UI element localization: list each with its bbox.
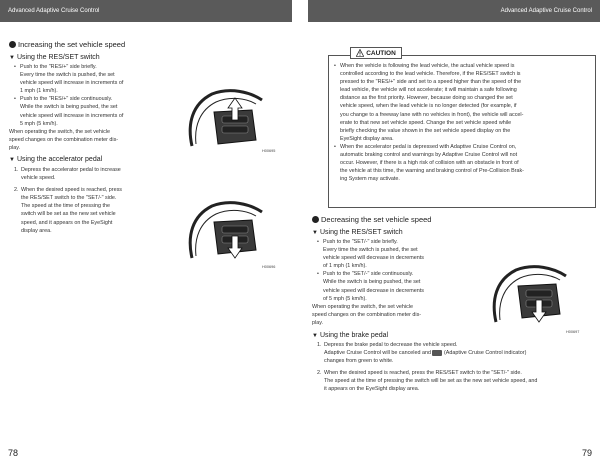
inc-res-set-after: When operating the switch, the set vehicle speed changes on the combination meter dis- play. [9,129,119,152]
decreasing-heading: Decreasing the set vehicle speed [312,215,431,224]
dec-res-set-body: • Push to the "SET/-" side briefly. Every time the switch is pushed, the set vehicle speed will decrease in decrements of 1 mph (1 km/h). • Push to the "SET/-" side continuously. While the switch is being pushed, the set vehicle speed will decrease in decrements of 5 mph (5 km/h). [317,238,475,303]
dec-res-set-after: When operating the switch, the set vehicle speed changes on the combination meter dis- play. [312,304,422,327]
right-header: Advanced Adaptive Cruise Control [308,0,600,22]
dec-brake-heading: ▼ Using the brake pedal [312,332,389,339]
warning-triangle-icon [356,49,364,57]
triangle-down-icon: ▼ [9,156,15,163]
inc-res-set-body: • Push to the "RES/+" side briefly. Every time the switch is pushed, the set vehicle speed will increase in increments of 1 mph (1 km/h). • Push to the "RES/+" side continuously. While the switch is being pushed, the set vehicle speed will increase in increments of 5 mph (5 km/h). [14,63,174,128]
dec-res-set-heading: ▼ Using the RES/SET switch [312,229,403,236]
right-page [300,0,600,471]
caution-body: • When the vehicle is following the lead vehicle, the actual vehicle speed is controlled according to the lead vehicle. Therefore, if the RES/SET switch is pressed to the "RES/+" side and set to a speed higher than the speed of the lead vehicle, the vehicle will not accelerate; it will maintain a safe following distance as the first priority. However, because doing so changed the set vehicle speed, when the lead vehicle is no longer detected (for example, if you change to a freeway lane with no vehicles in front), the vehicle will accel- erate to that new set vehicle speed. Change the set vehicle speed while briefly checking the value shown in the set vehicle speed display on the EyeSight display area. • When the accelerator pedal is depressed with Adaptive Cruise Control on, automatic braking control and warnings by Adaptive Cruise Control will not occur. However, if there is a high risk of collision with an obstacle in front of the vehicle at this time, the warning and braking control of Pre-Collision Brak- ing System may activate. [334,62,592,183]
bullet-dot-icon [9,41,16,48]
steering-switch-down-figure [182,198,274,264]
steering-switch-up-figure [182,88,274,152]
dec-brake-body: 1. Depress the brake pedal to decrease the vehicle speed. Adaptive Cruise Control will be canceled and (Adaptive Cruise Control indicator) changes from green to white. 2. When the desired speed is reached, press the RES/SET switch to the "SET/-" side. The speed at the time of pressing the switch will be set as the new set vehicle speed, and it appears on the EyeSight display area. [317,342,538,393]
left-header: Advanced Adaptive Cruise Control [0,0,292,22]
inc-accel-body: 1. Depress the accelerator pedal to increase vehicle speed. 2. When the desired speed is reached, press the RES/SET switch to the "SET/-" side. The speed at the time of pressing the switch will be set as the new set vehicle speed, and it appears on the EyeSight display area. [14,167,122,234]
triangle-down-icon: ▼ [312,229,318,236]
steering-switch-decrease-figure [486,262,578,328]
fig3-label: H00697 [566,330,580,334]
right-page-number: 79 [581,448,592,458]
left-page-number: 78 [8,448,19,458]
increasing-heading: Increasing the set vehicle speed [9,40,125,49]
inc-res-set-heading: ▼ Using the RES/SET switch [9,54,100,61]
adaptive-cruise-indicator-icon [432,350,442,356]
fig2-label: H00696 [262,265,276,269]
triangle-down-icon: ▼ [312,332,318,339]
triangle-down-icon: ▼ [9,54,15,61]
bullet-dot-icon [312,216,319,223]
inc-accel-heading: ▼ Using the accelerator pedal [9,156,103,163]
fig1-label: H00695 [262,149,276,153]
caution-heading: CAUTION [350,47,402,59]
